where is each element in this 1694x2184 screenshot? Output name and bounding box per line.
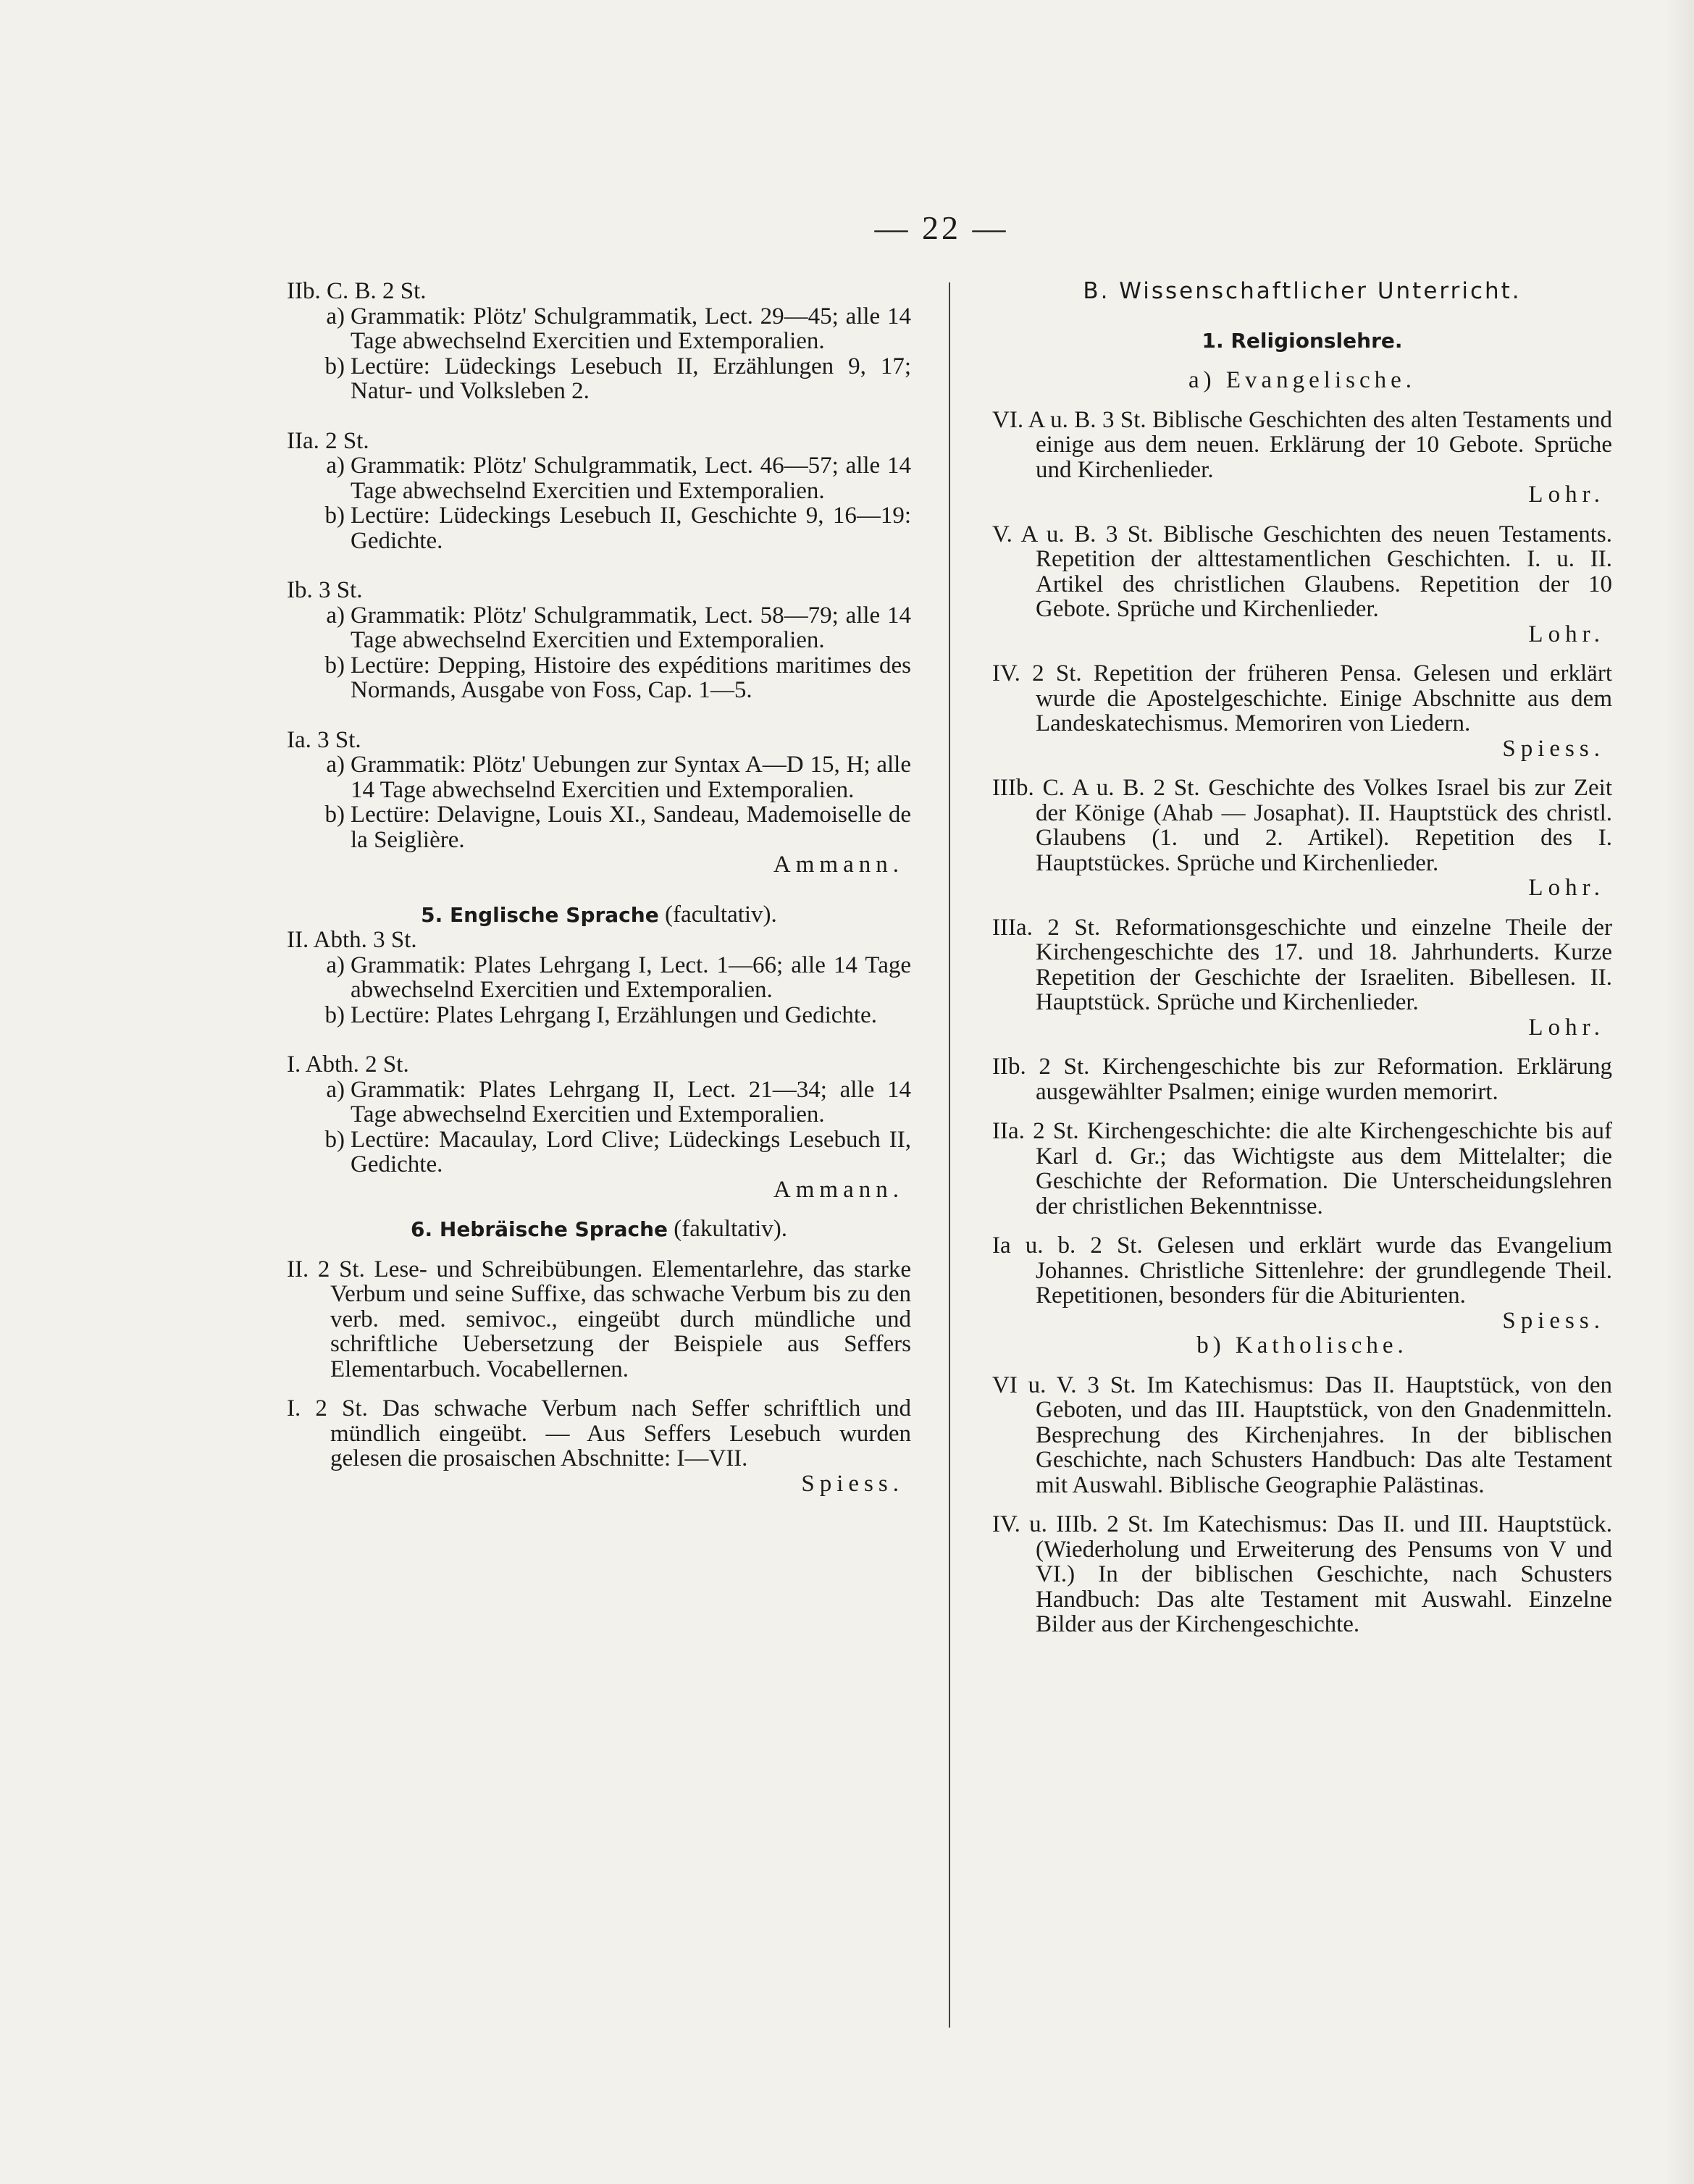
item-text: Grammatik: Plates Lehrgang II, Lect. 21—34; alle 14 Tage abwechselnd Exercitien und Extemporalien. — [351, 1076, 911, 1127]
section-label: IIa. 2 St. — [287, 427, 369, 454]
signature: Spiess. — [801, 1470, 904, 1497]
right-column — [992, 279, 1612, 1637]
item-text: Lectüre: Depping, Histoire des expéditions maritimes des Normands, Ausgabe von Foss, Cap. 1—5. — [351, 652, 911, 703]
section-heading-religion: 1. Religionslehre. — [1202, 328, 1403, 353]
paragraph: IV. 2 St. Repetition der früheren Pensa. Gelesen und erklärt wurde die Apostelgeschichte. Einige Abschnitte aus dem Landeskatechismus. Memoriren von Liedern. — [992, 660, 1612, 736]
paragraph: IV. u. IIIb. 2 St. Im Katechismus: Das II. und III. Hauptstück. (Wiederholung und Erweiterung des Pensums von V und VI.) In der biblischen Geschichte, nach Schusters Handbuch: Das alte Testament mit Auswahl. Einzelne Bilder aus der Kirchengeschichte. — [992, 1511, 1612, 1637]
signature: Ammann. — [773, 1176, 904, 1203]
section-label: Ia. 3 St. — [287, 726, 361, 753]
list-item: a) Grammatik: Plötz' Schulgrammatik, Lect. 29—45; alle 14 Tage abwechselnd Exercitien und Extemporalien. — [326, 303, 911, 354]
item-text: Lectüre: Plates Lehrgang I, Erzählungen und Gedichte. — [351, 1001, 877, 1028]
section-heading-english: 5. Englische Sprache (facultativ). — [421, 901, 777, 928]
left-column — [287, 279, 911, 1496]
item-text: Lectüre: Macaulay, Lord Clive; Lüdeckings Lesebuch II, Gedichte. — [351, 1126, 911, 1177]
scan-edge-shading — [1665, 0, 1694, 2184]
item-text: Grammatik: Plötz' Schulgrammatik, Lect. 46—57; alle 14 Tage abwechselnd Exercitien und Extemporalien. — [351, 453, 911, 504]
list-item: a) Grammatik: Plates Lehrgang II, Lect. 21—34; alle 14 Tage abwechselnd Exercitien und Extemporalien. — [326, 1076, 911, 1127]
list-item: a) Grammatik: Plötz' Schulgrammatik, Lect. 46—57; alle 14 Tage abwechselnd Exercitien und Extemporalien. — [326, 453, 911, 504]
signature: Lohr. — [1528, 621, 1605, 647]
section-label: Ib. 3 St. — [287, 577, 363, 603]
item-text: Grammatik: Plates Lehrgang I, Lect. 1—66; alle 14 Tage abwechselnd Exercitien und Extemporalien. — [351, 952, 911, 1003]
subheading-katholisch: b) Katholische. — [1196, 1332, 1408, 1358]
section-label: I. Abth. 2 St. — [287, 1051, 409, 1078]
signature: Spiess. — [1502, 1307, 1605, 1334]
paragraph: IIa. 2 St. Kirchengeschichte: die alte Kirchengeschichte bis auf Karl d. Gr.; das Wichtigste aus dem Mittelalter; die Geschichte der Reformation. Die Unterscheidungslehren der christlichen Bekenntnisse. — [992, 1118, 1612, 1219]
list-item: b) Lectüre: Lüdeckings Lesebuch II, Erzählungen 9, 17; Natur- und Volksleben 2. — [324, 353, 911, 404]
paragraph: VI u. V. 3 St. Im Katechismus: Das II. Hauptstück, von den Geboten, und das III. Hauptstück, von den Gnadenmitteln. Besprechung des Kirchenjahres. In der biblischen Geschichte, nach Schusters Handbuch: Das alte Testament mit Auswahl. Biblische Geographie Palästinas. — [992, 1372, 1612, 1498]
item-text: Lectüre: Lüdeckings Lesebuch II, Geschichte 9, 16—19: Gedichte. — [351, 503, 911, 554]
list-item: b) Lectüre: Lüdeckings Lesebuch II, Geschichte 9, 16—19: Gedichte. — [324, 503, 911, 554]
item-text: Grammatik: Plötz' Uebungen zur Syntax A—D 15, H; alle 14 Tage abwechselnd Exercitien und Extemporalien. — [351, 752, 911, 803]
item-text: Grammatik: Plötz' Schulgrammatik, Lect. 29—45; alle 14 Tage abwechselnd Exercitien und Extemporalien. — [351, 303, 911, 354]
paragraph: IIb. 2 St. Kirchengeschichte bis zur Reformation. Erklärung ausgewählter Psalmen; einige wurden memorirt. — [992, 1054, 1612, 1105]
paragraph: VI. A u. B. 3 St. Biblische Geschichten des alten Testaments und einige aus dem neuen. Erklärung der 10 Gebote. Sprüche und Kirchenlieder. — [992, 406, 1612, 483]
paragraph: I. 2 St. Das schwache Verbum nach Seffer schriftlich und mündlich eingeübt. — Aus Seffers Lesebuch wurden gelesen die prosaischen Abschnitte: I—VII. — [287, 1395, 911, 1471]
list-item: b) Lectüre: Macaulay, Lord Clive; Lüdeckings Lesebuch II, Gedichte. — [324, 1126, 911, 1177]
section-label: IIb. C. B. 2 St. — [287, 278, 427, 304]
signature: Lohr. — [1528, 1014, 1605, 1041]
paragraph: IIIb. C. A u. B. 2 St. Geschichte des Volkes Israel bis zur Zeit der Könige (Ahab — Josaphat). II. Hauptstück des christl. Glaubens (1. und 2. Artikel). Repetition des I. Hauptstückes. Sprüche und Kirchenlieder. — [992, 775, 1612, 876]
item-text: Lectüre: Lüdeckings Lesebuch II, Erzählungen 9, 17; Natur- und Volksleben 2. — [351, 353, 911, 404]
item-text: Grammatik: Plötz' Schulgrammatik, Lect. 58—79; alle 14 Tage abwechselnd Exercitien und Extemporalien. — [351, 602, 911, 653]
list-item: b) Lectüre: Plates Lehrgang I, Erzählungen und Gedichte. — [287, 1003, 911, 1028]
signature: Lohr. — [1528, 482, 1605, 508]
list-item: a) Grammatik: Plötz' Uebungen zur Syntax A—D 15, H; alle 14 Tage abwechselnd Exercitien und Extemporalien. — [326, 752, 911, 803]
paragraph: IIIa. 2 St. Reformationsgeschichte und einzelne Theile der Kirchengeschichte des 17. und 18. Jahrhunderts. Kurze Repetition der Geschichte der Israeliten. Bibellesen. II. Hauptstück. Sprüche und Kirchenlieder. — [992, 914, 1612, 1015]
signature: Spiess. — [1502, 735, 1605, 762]
section-heading-hebrew: 6. Hebräische Sprache (fakultativ). — [411, 1216, 787, 1242]
list-item: b) Lectüre: Depping, Histoire des expéditions maritimes des Normands, Ausgabe von Foss, Cap. 1—5. — [324, 652, 911, 703]
section-label: II. Abth. 3 St. — [287, 927, 417, 953]
list-item: b) Lectüre: Delavigne, Louis XI., Sandeau, Mademoiselle de la Seiglière. — [324, 802, 911, 853]
signature: Ammann. — [773, 852, 904, 878]
page-number: — 22 — — [874, 209, 1009, 246]
list-item: a) Grammatik: Plötz' Schulgrammatik, Lect. 58—79; alle 14 Tage abwechselnd Exercitien und Extemporalien. — [326, 602, 911, 653]
main-heading: B. Wissenschaftlicher Unterricht. — [1083, 278, 1522, 304]
signature: Lohr. — [1528, 875, 1605, 901]
list-item: a) Grammatik: Plates Lehrgang I, Lect. 1—66; alle 14 Tage abwechselnd Exercitien und Extemporalien. — [326, 952, 911, 1003]
column-divider — [949, 282, 950, 2028]
subheading-evangelisch: a) Evangelische. — [1188, 367, 1417, 393]
item-text: Lectüre: Delavigne, Louis XI., Sandeau, Mademoiselle de la Seiglière. — [351, 802, 911, 853]
paragraph: II. 2 St. Lese- und Schreibübungen. Elementarlehre, das starke Verbum und seine Suffixe, das schwache Verbum bis zu den verb. med. semivoc., eingeübt durch mündliche und schriftliche Uebersetzung der Beispiele aus Seffers Elementarbuch. Vocabellernen. — [287, 1256, 911, 1382]
paragraph: V. A u. B. 3 St. Biblische Geschichten des neuen Testaments. Repetition der alttestamentlichen Geschichten. I. u. II. Artikel des christlichen Glaubens. Repetition der 10 Gebote. Sprüche und Kirchenlieder. — [992, 521, 1612, 622]
paragraph: Ia u. b. 2 St. Gelesen und erklärt wurde das Evangelium Johannes. Christliche Sittenlehre: der grundlegende Theil. Repetitionen, besonders für die Abiturienten. — [992, 1232, 1612, 1309]
